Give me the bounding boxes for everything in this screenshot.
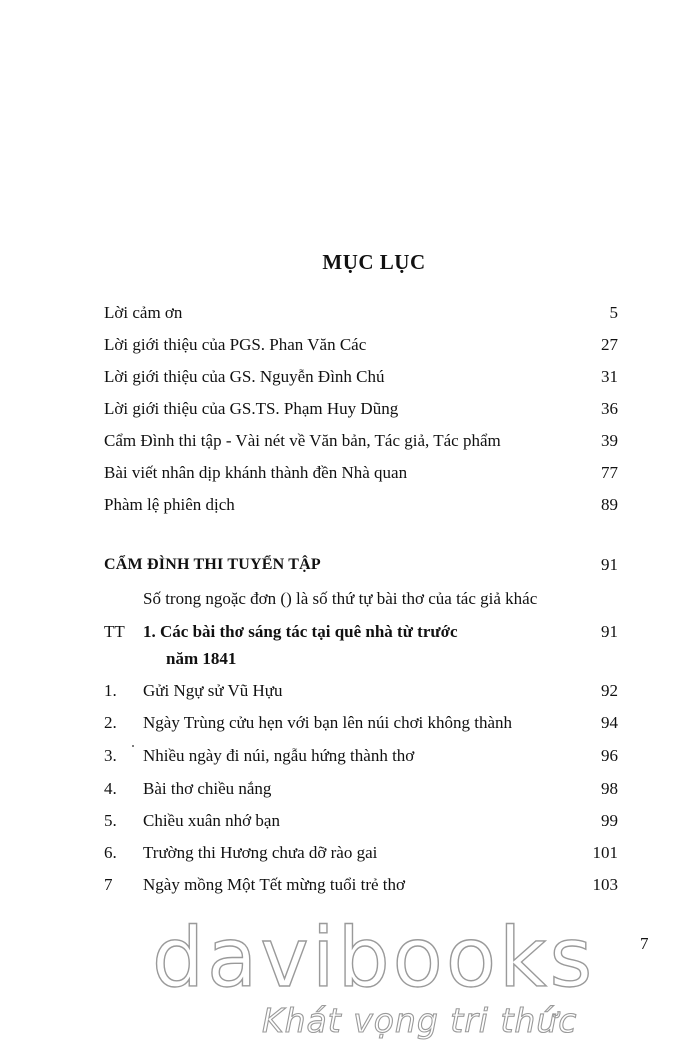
toc-entry[interactable] [104,365,618,389]
subsection-heading: 1. Các bài thơ sáng tác tại quê nhà từ trước [143,622,458,641]
toc-entry-label: Cẩm Đình thi tập - Vài nét về Văn bản, Tác giả, Tác phẩm [104,431,501,450]
section-page: 91 [601,555,618,574]
toc-entry-page: 89 [601,495,618,514]
poem-title: Nhiều ngày đi núi, ngẫu hứng thành thơ [143,746,415,765]
page-number: 7 [640,934,649,953]
toc-entry-label: Lời giới thiệu của PGS. Phan Văn Các [104,335,367,354]
section-heading-row[interactable] [104,553,618,577]
toc-entry-label: Lời giới thiệu của GS.TS. Phạm Huy Dũng [104,399,399,418]
toc-entry-page: 31 [601,367,618,386]
poem-number: 5. [104,811,117,830]
toc-entry-label: Bài viết nhân dịp khánh thành đền Nhà quan [104,463,408,482]
toc-entry-page: 27 [601,335,618,354]
toc-entry-page: 77 [601,463,618,482]
subsection-heading-continued: năm 1841 [166,649,237,668]
toc-entry[interactable] [104,301,618,325]
watermark-slogan: Khát vọng tri thức [262,1001,578,1040]
toc-entry[interactable] [104,493,618,517]
toc-entry[interactable] [104,397,618,421]
poem-page: 99 [601,811,618,830]
toc-entry[interactable] [104,429,618,453]
poem-entry[interactable] [104,841,618,865]
poem-entry[interactable] [104,873,618,897]
scan-speck [132,745,134,747]
poem-page: 96 [601,746,618,765]
poem-title: Ngày Trùng cửu hẹn với bạn lên núi chơi không thành [143,713,513,732]
watermark-logo: davibooks [152,911,596,1006]
poem-entry[interactable] [104,809,618,833]
poem-title: Chiều xuân nhớ bạn [143,811,280,830]
poem-page: 98 [601,779,618,798]
toc-entry-label: Phàm lệ phiên dịch [104,495,235,514]
section-heading: CẨM ĐÌNH THI TUYỂN TẬP [104,556,321,573]
poem-title: Bài thơ chiều nắng [143,779,272,798]
poem-title: Gửi Ngự sử Vũ Hựu [143,681,283,700]
section-note: Số trong ngoặc đơn () là số thứ tự bài thơ của tác giả khác [143,589,538,608]
poem-entry[interactable] [104,711,618,735]
poem-number: 3. [104,746,117,765]
poem-number: 1. [104,681,117,700]
poem-title: Ngày mồng Một Tết mừng tuổi trẻ thơ [143,875,406,894]
poem-number: 4. [104,779,117,798]
toc-entry-page: 36 [601,399,618,418]
toc-entry-page: 39 [601,431,618,450]
poem-page: 101 [592,843,618,862]
poem-page: 92 [601,681,618,700]
subsection-heading-row[interactable] [104,620,618,644]
poem-page: 103 [592,875,618,894]
poem-entry[interactable] [104,679,618,703]
column-header-tt: TT [104,622,125,641]
toc-entry-page: 5 [609,303,618,322]
toc-entry-label: Lời cảm ơn [104,303,183,322]
toc-entry[interactable] [104,333,618,357]
poem-number: 2. [104,713,117,732]
toc-entry-label: Lời giới thiệu của GS. Nguyễn Đình Chú [104,367,385,386]
poem-entry[interactable] [104,777,618,801]
poem-number: 6. [104,843,117,862]
subsection-page: 91 [601,622,618,641]
toc-entry[interactable] [104,461,618,485]
poem-entry[interactable] [104,744,618,768]
page-title: MỤC LỤC [322,250,426,274]
poem-title: Trường thi Hương chưa dỡ rào gai [143,843,378,862]
poem-number: 7 [104,875,113,894]
poem-page: 94 [601,713,618,732]
